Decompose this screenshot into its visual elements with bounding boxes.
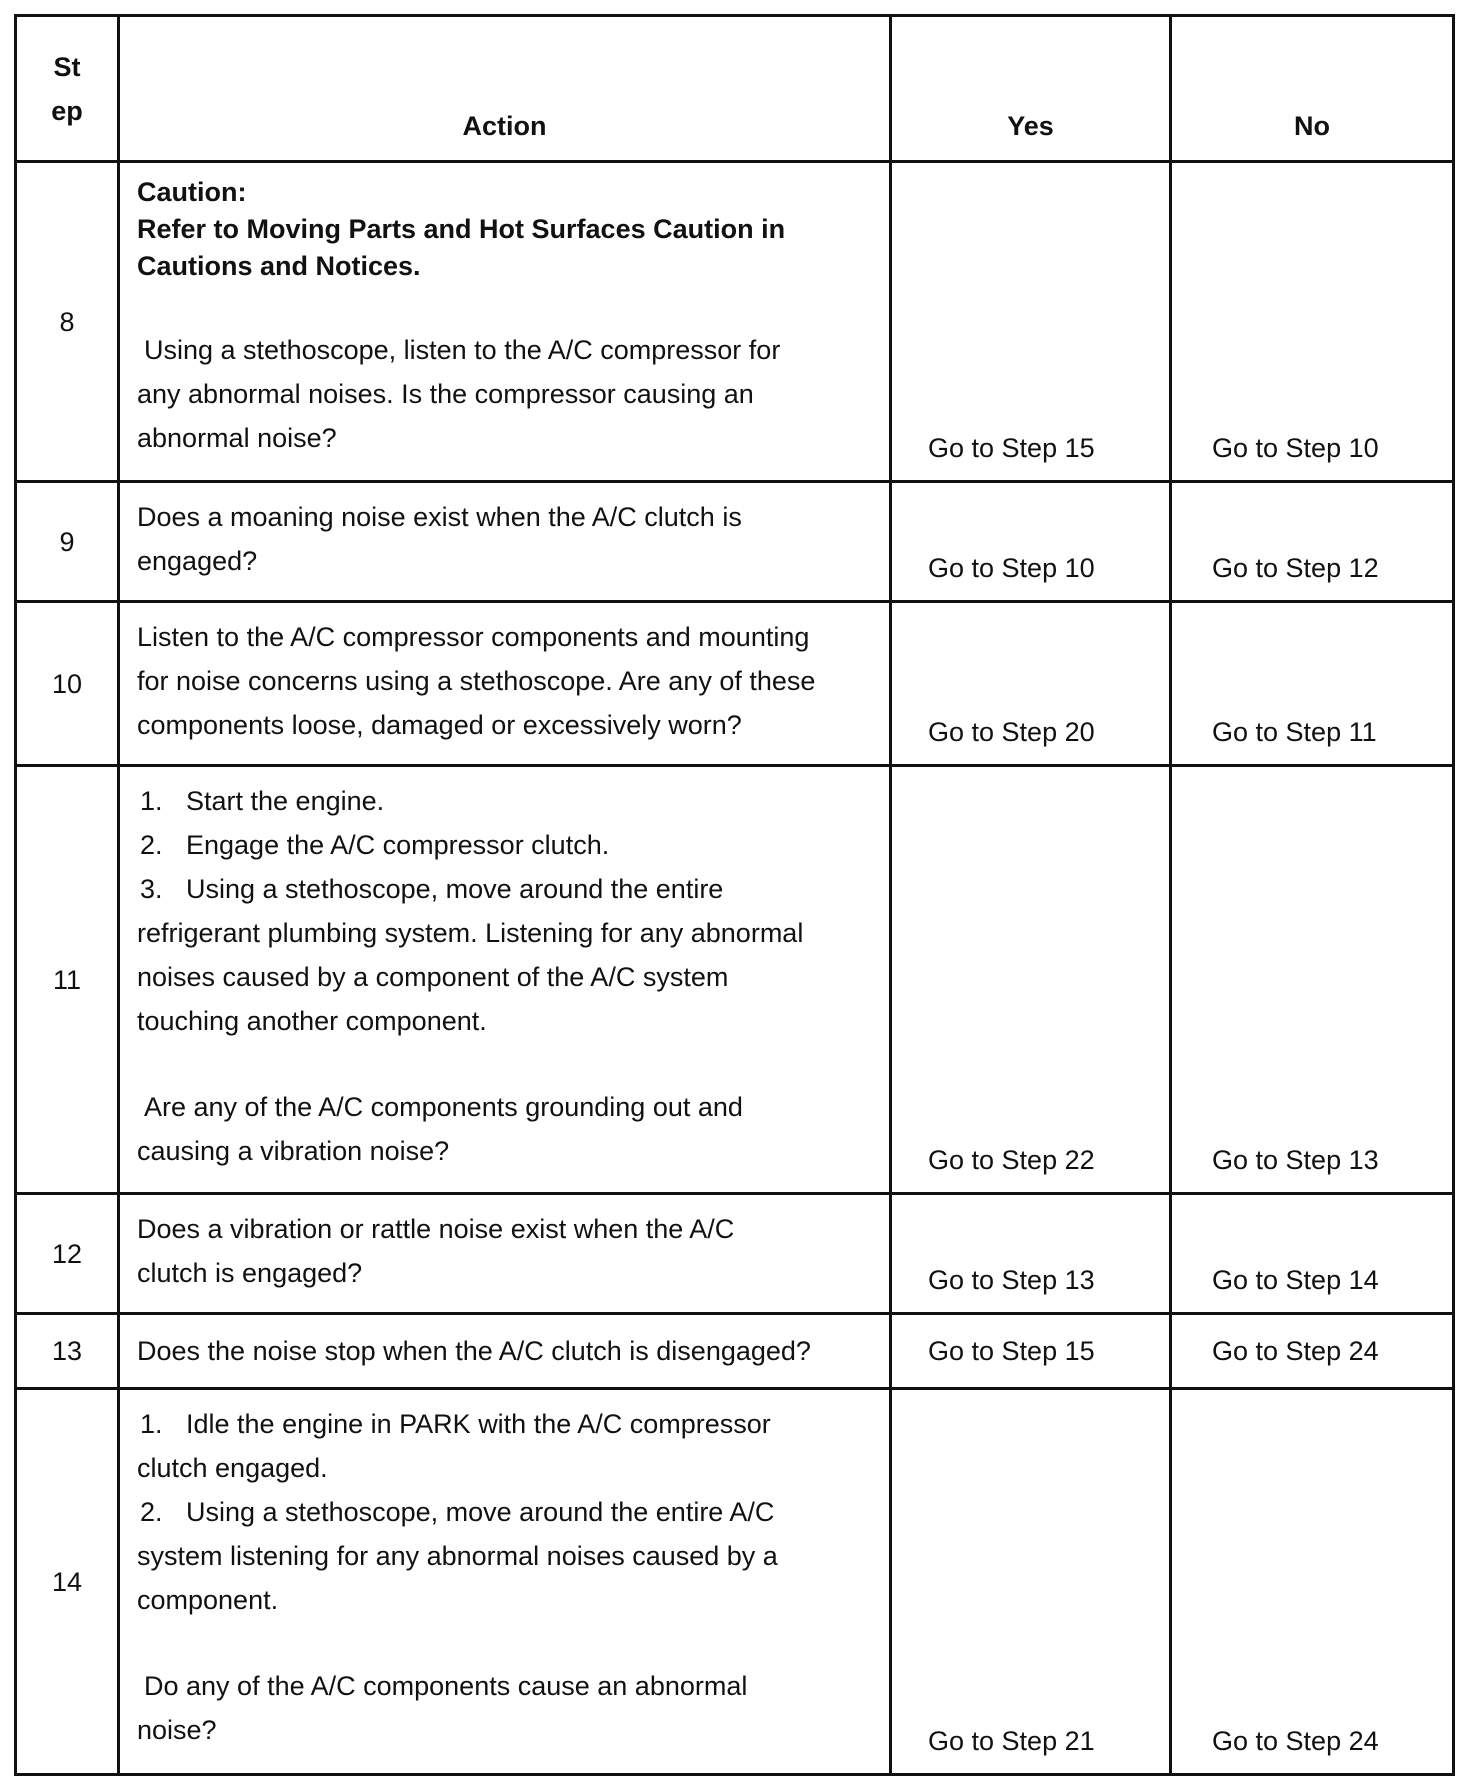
no-result: Go to Step 13 [1171, 766, 1454, 1194]
diagnostic-table [14, 14, 1455, 1776]
list-text: Using a stethoscope, move around the entire [186, 874, 724, 904]
action-line: Listen to the A/C compressor components and mounting [137, 622, 810, 652]
list-text: Using a stethoscope, move around the entire A/C [186, 1497, 775, 1527]
action-cell [119, 1314, 891, 1389]
list-number: 3. [140, 874, 163, 904]
action-line: Does a moaning noise exist when the A/C clutch is [137, 502, 742, 532]
action-line: any abnormal noises. Is the compressor causing an [137, 379, 754, 409]
step-number: 11 [16, 766, 119, 1194]
action-cell [119, 1389, 891, 1775]
header-step-line1: St [53, 51, 81, 82]
action-cell [119, 1194, 891, 1314]
header-step [16, 16, 119, 162]
header-yes: Yes [891, 16, 1171, 162]
step-number: 12 [16, 1194, 119, 1314]
action-line: refrigerant plumbing system. Listening for any abnormal [137, 918, 804, 948]
action-line: components loose, damaged or excessively worn? [137, 710, 742, 740]
step-number: 8 [16, 162, 119, 482]
table-row-step-11 [16, 766, 1454, 1194]
table-row-step-12 [16, 1194, 1454, 1314]
no-result: Go to Step 24 [1171, 1314, 1454, 1389]
list-number: 1. [140, 786, 163, 816]
action-cell [119, 482, 891, 602]
action-line: clutch is engaged? [137, 1258, 363, 1288]
yes-result: Go to Step 15 [891, 1314, 1171, 1389]
list-item [137, 823, 871, 867]
caution-text-line: Cautions and Notices. [137, 251, 421, 281]
action-line: abnormal noise? [137, 423, 337, 453]
action-line: touching another component. [137, 1006, 487, 1036]
list-item [137, 1490, 871, 1534]
action-line: system listening for any abnormal noises caused by a [137, 1541, 778, 1571]
action-line: Does the noise stop when the A/C clutch is disengaged? [137, 1336, 811, 1366]
action-cell [119, 602, 891, 766]
yes-result: Go to Step 20 [891, 602, 1171, 766]
action-line: for noise concerns using a stethoscope. Are any of these [137, 666, 816, 696]
no-result: Go to Step 14 [1171, 1194, 1454, 1314]
list-item [137, 779, 871, 823]
yes-result: Go to Step 15 [891, 162, 1171, 482]
header-no: No [1171, 16, 1454, 162]
caution-text-line: Refer to Moving Parts and Hot Surfaces Caution in [137, 214, 786, 244]
action-line: engaged? [137, 546, 258, 576]
no-result: Go to Step 24 [1171, 1389, 1454, 1775]
step-number: 14 [16, 1389, 119, 1775]
list-number: 2. [140, 1497, 163, 1527]
question-line: Do any of the A/C components cause an abnormal [144, 1671, 748, 1701]
yes-result: Go to Step 21 [891, 1389, 1171, 1775]
no-result: Go to Step 12 [1171, 482, 1454, 602]
question-line: noise? [137, 1715, 217, 1745]
action-cell [119, 162, 891, 482]
table-row-step-10 [16, 602, 1454, 766]
question-line: Are any of the A/C components grounding out and [144, 1092, 743, 1122]
table-row-step-9 [16, 482, 1454, 602]
action-cell [119, 766, 891, 1194]
step-number: 9 [16, 482, 119, 602]
action-line: noises caused by a component of the A/C system [137, 962, 729, 992]
yes-result: Go to Step 10 [891, 482, 1171, 602]
list-number: 2. [140, 830, 163, 860]
list-item [137, 867, 871, 911]
header-step-line2: ep [51, 95, 83, 126]
step-number: 13 [16, 1314, 119, 1389]
caution-title: Caution: [137, 177, 247, 207]
list-text: Engage the A/C compressor clutch. [186, 830, 610, 860]
no-result: Go to Step 10 [1171, 162, 1454, 482]
table-row-step-8 [16, 162, 1454, 482]
no-result: Go to Step 11 [1171, 602, 1454, 766]
action-line: Does a vibration or rattle noise exist when the A/C [137, 1214, 735, 1244]
action-line: component. [137, 1585, 279, 1615]
question-line: causing a vibration noise? [137, 1136, 450, 1166]
action-line: Using a stethoscope, listen to the A/C compressor for [144, 335, 781, 365]
list-item [137, 1402, 871, 1446]
list-text: Idle the engine in PARK with the A/C compressor [186, 1409, 771, 1439]
header-row [16, 16, 1454, 162]
yes-result: Go to Step 22 [891, 766, 1171, 1194]
yes-result: Go to Step 13 [891, 1194, 1171, 1314]
step-number: 10 [16, 602, 119, 766]
table-row-step-14 [16, 1389, 1454, 1775]
action-line: clutch engaged. [137, 1453, 328, 1483]
list-number: 1. [140, 1409, 163, 1439]
header-action: Action [119, 16, 891, 162]
table-row-step-13 [16, 1314, 1454, 1389]
list-text: Start the engine. [186, 786, 385, 816]
